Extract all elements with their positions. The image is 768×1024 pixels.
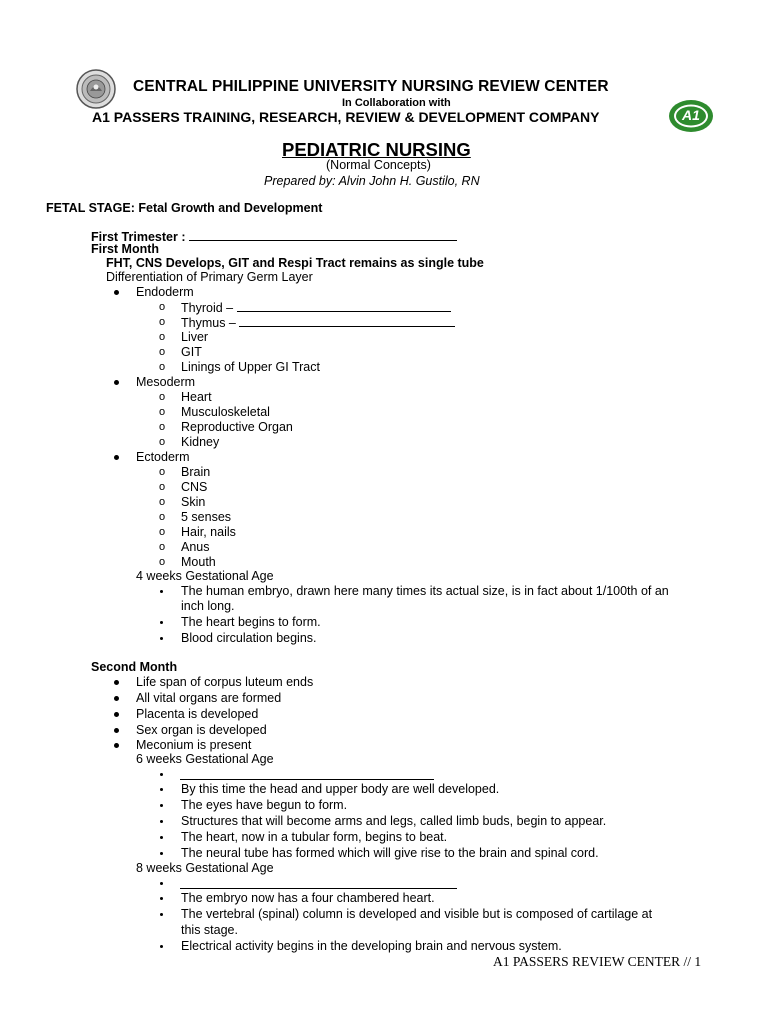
endoderm-label: Endoderm	[136, 285, 194, 299]
list-item: Sex organ is developed	[136, 723, 267, 737]
list-item: Linings of Upper GI Tract	[181, 360, 320, 374]
page-title: PEDIATRIC NURSING	[282, 139, 471, 160]
ectoderm-label: Ectoderm	[136, 450, 190, 464]
ga-4-weeks-label: 4 weeks Gestational Age	[136, 569, 274, 583]
list-item: Electrical activity begins in the developing brain and nervous system.	[181, 939, 562, 953]
circle-bullet-icon: o	[159, 346, 166, 358]
bullet-icon	[160, 897, 163, 900]
university-name: CENTRAL PHILIPPINE UNIVERSITY NURSING REVIEW CENTER	[133, 78, 609, 95]
list-item: Life span of corpus luteum ends	[136, 675, 314, 689]
circle-bullet-icon: o	[159, 556, 166, 568]
circle-bullet-icon: o	[159, 421, 166, 433]
bullet-icon	[114, 712, 119, 717]
bullet-icon	[114, 455, 119, 460]
circle-bullet-icon: o	[159, 466, 166, 478]
page-footer: A1 PASSERS REVIEW CENTER // 1	[493, 954, 702, 969]
list-item: Blood circulation begins.	[181, 631, 317, 645]
list-item: Brain	[181, 465, 211, 479]
bullet-icon	[114, 743, 119, 748]
list-item: The heart begins to form.	[181, 615, 321, 629]
circle-bullet-icon: o	[159, 511, 166, 523]
list-item: Thymus –	[181, 315, 455, 331]
list-item: Liver	[181, 330, 209, 344]
bullet-icon	[160, 804, 163, 807]
author-line: Prepared by: Alvin John H. Gustilo, RN	[264, 174, 480, 188]
mesoderm-label: Mesoderm	[136, 375, 196, 389]
list-item: Hair, nails	[181, 525, 236, 539]
bullet-icon	[160, 913, 163, 916]
fill-in-blank	[180, 888, 457, 889]
list-item-continuation: inch long.	[181, 599, 235, 613]
section-heading: FETAL STAGE: Fetal Growth and Development	[46, 201, 323, 215]
fill-in-blank	[239, 315, 455, 327]
first-trimester-label: First Trimester :	[91, 229, 457, 245]
circle-bullet-icon: o	[159, 331, 166, 343]
fill-in-blank	[189, 229, 457, 241]
circle-bullet-icon: o	[159, 406, 166, 418]
list-item: All vital organs are formed	[136, 691, 282, 705]
list-item: Placenta is developed	[136, 707, 259, 721]
list-item: The embryo now has a four chambered heart.	[181, 891, 435, 905]
circle-bullet-icon: o	[159, 526, 166, 538]
bullet-icon	[160, 621, 163, 624]
bullet-icon	[114, 680, 119, 685]
circle-bullet-icon: o	[159, 361, 166, 373]
circle-bullet-icon: o	[159, 391, 166, 403]
list-item: Musculoskeletal	[181, 405, 270, 419]
bullet-icon	[160, 590, 163, 593]
list-item: The vertebral (spinal) column is developed and visible but is composed of cartilage at	[181, 907, 653, 921]
list-item: Skin	[181, 495, 206, 509]
bullet-icon	[160, 773, 163, 776]
list-item: 5 senses	[181, 510, 232, 524]
list-item: GIT	[181, 345, 202, 359]
list-item: The eyes have begun to form.	[181, 798, 348, 812]
first-month-heading: First Month	[91, 242, 160, 256]
bullet-icon	[114, 290, 119, 295]
a1-logo-icon	[668, 99, 714, 133]
bullet-icon	[160, 852, 163, 855]
list-item: Heart	[181, 390, 212, 404]
second-month-heading: Second Month	[91, 660, 178, 674]
fill-in-blank	[180, 779, 434, 780]
circle-bullet-icon: o	[159, 541, 166, 553]
page-subtitle: (Normal Concepts)	[326, 158, 431, 172]
university-seal-icon	[76, 69, 116, 109]
list-item: The heart, now in a tubular form, begins to beat.	[181, 830, 448, 844]
bullet-icon	[160, 637, 163, 640]
list-item: Structures that will become arms and legs, called limb buds, begin to appear.	[181, 814, 607, 828]
list-item: Anus	[181, 540, 210, 554]
list-item: The neural tube has formed which will give rise to the brain and spinal cord.	[181, 846, 599, 860]
bullet-icon	[114, 696, 119, 701]
bullet-icon	[114, 728, 119, 733]
ga-6-weeks-label: 6 weeks Gestational Age	[136, 752, 274, 766]
germ-layer-intro: Differentiation of Primary Germ Layer	[106, 270, 313, 284]
list-item: CNS	[181, 480, 208, 494]
bullet-icon	[160, 836, 163, 839]
bullet-icon	[114, 380, 119, 385]
list-item: Reproductive Organ	[181, 420, 293, 434]
company-name: A1 PASSERS TRAINING, RESEARCH, REVIEW & DEVELOPMENT COMPANY	[92, 109, 600, 125]
fill-in-blank	[237, 300, 451, 312]
list-item: Thyroid –	[181, 300, 451, 316]
circle-bullet-icon: o	[159, 481, 166, 493]
circle-bullet-icon: o	[159, 496, 166, 508]
list-item: Mouth	[181, 555, 216, 569]
list-item: Kidney	[181, 435, 220, 449]
list-item: Meconium is present	[136, 738, 252, 752]
ga-8-weeks-label: 8 weeks Gestational Age	[136, 861, 274, 875]
bullet-icon	[160, 820, 163, 823]
list-item: By this time the head and upper body are well developed.	[181, 782, 500, 796]
bullet-icon	[160, 882, 163, 885]
list-item: The human embryo, drawn here many times its actual size, is in fact about 1/100th of an	[181, 584, 669, 598]
first-month-subheading: FHT, CNS Develops, GIT and Respi Tract remains as single tube	[106, 256, 484, 270]
bullet-icon	[160, 788, 163, 791]
circle-bullet-icon: o	[159, 316, 166, 328]
list-item-continuation: this stage.	[181, 923, 238, 937]
a1-logo-text: A1	[682, 107, 700, 123]
bullet-icon	[160, 945, 163, 948]
circle-bullet-icon: o	[159, 301, 166, 313]
collab-text: In Collaboration with	[342, 97, 451, 109]
circle-bullet-icon: o	[159, 436, 166, 448]
